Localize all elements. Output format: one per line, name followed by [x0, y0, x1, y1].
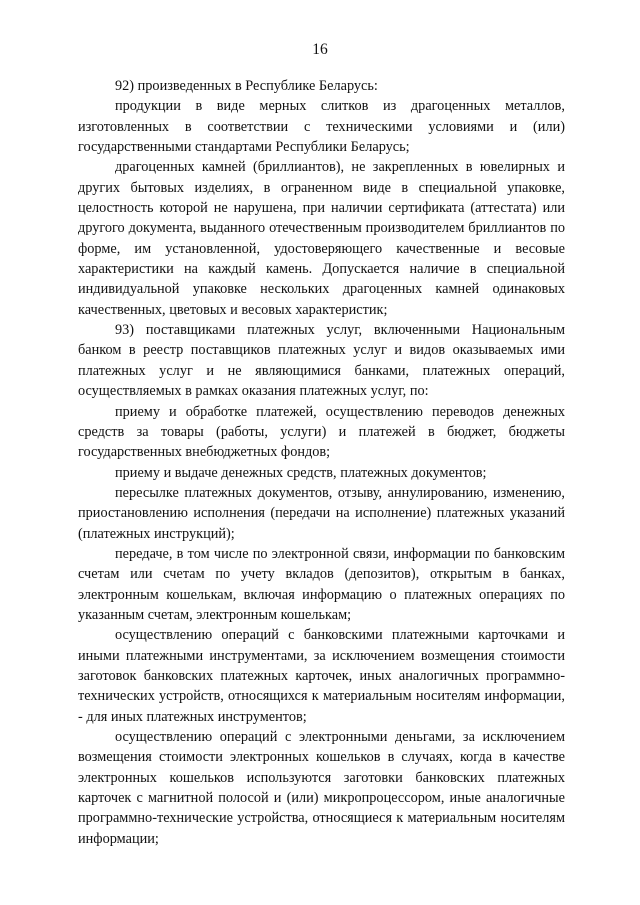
paragraph-payment-instructions: пересылке платежных документов, отзыву, аннулированию, изменению, приостановлению исполнения (передачи на исполнение) платежных указаний (платежных инструкций);: [78, 484, 565, 542]
paragraph-electronic-money: осуществлению операций с электронными деньгами, за исключением возмещения стоимости электронных кошельков в случаях, когда в качестве электронных кошельков используются заготовки банковских платежных карточек с магнитной полосой и (или) микропроцессором, иные аналогичные программно-технические устройства, относящиеся к материальным носителям информации;: [78, 729, 565, 847]
paragraph-cash-documents: приему и выдаче денежных средств, платежных документов;: [115, 464, 487, 481]
document-body: [78, 76, 565, 849]
paragraph-93-heading: 93) поставщиками платежных услуг, включенными Национальным банком в реестр поставщиков платежных услуг и видов оказываемых ими платежных услуг и не являющимися банками, платежных операций, осуществляемых в рамках оказания платежных услуг, по:: [78, 322, 565, 400]
paragraph-payment-cards: осуществлению операций с банковскими платежными карточками и иными платежными инструментами, за исключением возмещения стоимости заготовок банковских платежных карточек, иных аналогичных программно-технических устройств, относящихся к материальным носителям информации, - для иных платежных инструментов;: [78, 627, 565, 725]
paragraph-payments-processing: приему и обработке платежей, осуществлению переводов денежных средств за товары (работы, услуги) и платежей в бюджет, бюджеты государственных внебюджетных фондов;: [78, 403, 565, 461]
paragraph-gemstones: драгоценных камней (бриллиантов), не закрепленных в ювелирных и других бытовых изделиях, в ограненном виде в специальной упаковке, целостность которой не нарушена, при наличии сертификата (аттестата) или другого документа, выданного отечественным производителем бриллиантов по форме, им установленной, удостоверяющего качественные и весовые характеристики на каждый камень. Допускается наличие в специальной индивидуальной упаковке нескольких драгоценных камней одинаковых качественных, цветовых и весовых характеристик;: [78, 159, 565, 318]
paragraph-bullion: продукции в виде мерных слитков из драгоценных металлов, изготовленных в соответствии с техническими условиями и (или) государственными стандартами Республики Беларусь;: [78, 98, 565, 156]
paragraph-account-information: передаче, в том числе по электронной связи, информации по банковским счетам или счетам по учету вкладов (депозитов), открытым в банках, электронным кошелькам, включая информацию о платежных операциях по указанным счетам, электронным кошелькам;: [78, 545, 565, 623]
page-number: 16: [312, 41, 328, 58]
paragraph-92-heading: 92) произведенных в Республике Беларусь:: [115, 78, 378, 94]
